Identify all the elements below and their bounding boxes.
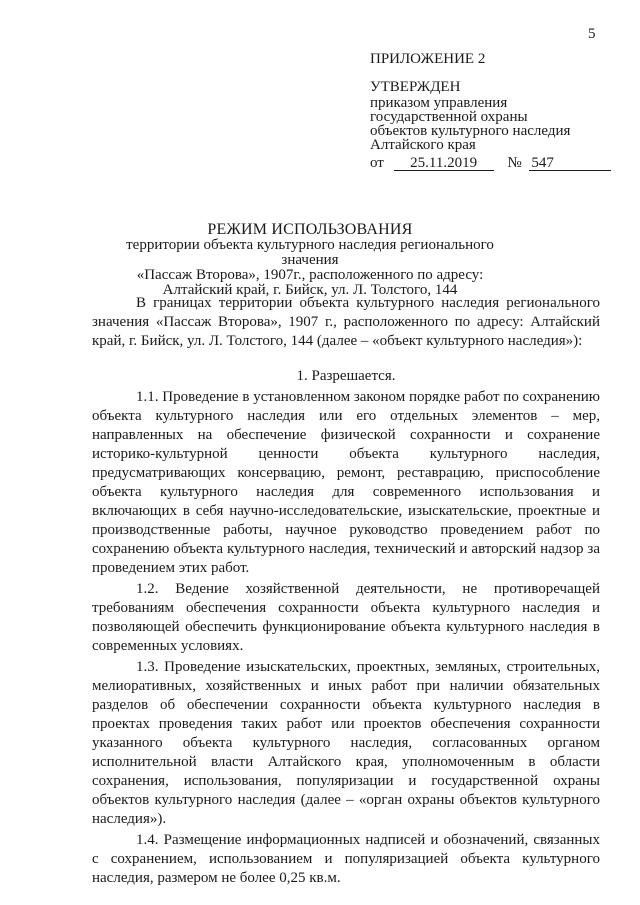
list-item: 1.2. Ведение хозяйственной деятельности, не противоречащей требованиям обеспечения сохранности объекта культурного наследия и позволяющей обеспечить функционирование объекта культурного наследия в современных условиях. xyxy=(92,581,600,654)
document-body xyxy=(92,294,600,888)
order-date-number xyxy=(370,156,620,171)
page-number: 5 xyxy=(588,26,596,42)
title-line: «Пассаж Второва», 1907г., расположенного по адресу: xyxy=(136,267,484,283)
annex-label: ПРИЛОЖЕНИЕ 2 xyxy=(370,51,486,67)
approval-line: государственной охраны xyxy=(370,109,528,125)
main-title: РЕЖИМ ИСПОЛЬЗОВАНИЯ xyxy=(207,221,413,238)
list-item: 1.1. Проведение в установленном законом порядке работ по сохранению объекта культурного наследия или его отдельных элементов – мер, направленных на обеспечение физической сохранности и сохранение историко-культурной ценности объекта культурного наследия, предусматривающих консервацию, ремонт, реставрацию, приспособление объекта культурного наследия для современного использования и включающих в себя научно-исследовательские, изыскательские, проектные и производственные работы, научное руководство проведением работ по сохранению объекта культурного наследия, технический и авторский надзор за проведением этих работ. xyxy=(92,389,600,576)
title-line: территории объекта культурного наследия регионального значения xyxy=(126,237,494,268)
approval-block xyxy=(370,52,620,171)
date-prefix: от xyxy=(370,155,384,171)
document-title xyxy=(100,222,520,298)
approval-line: приказом управления xyxy=(370,95,508,111)
title-line: Алтайский край, г. Бийск, ул. Л. Толстого, 144 xyxy=(162,282,458,298)
approval-line: Алтайского края xyxy=(370,137,476,153)
number-sign: № xyxy=(507,155,522,171)
intro-paragraph: В границах территории объекта культурного наследия регионального значения «Пассаж Второва», 1907 г., расположенного по адресу: Алтайский край, г. Бийск, ул. Л. Толстого, 144 (далее – «объект культурного наследия»): xyxy=(92,295,600,349)
order-number: 547 xyxy=(529,156,611,171)
list-item: 1.3. Проведение изыскательских, проектных, земляных, строительных, мелиоративных, хозяйственных и иных работ при наличии обязательных разделов об обеспечении сохранности объекта культурного наследия в проектах проведения таких работ или проектов обеспечения сохранности указанного объекта культурного наследия, согласованных органом исполнительной власти Алтайского края, уполномоченным в области сохранения, использования, популяризации и государственной охраны объектов культурного наследия (далее – «орган охраны объектов культурного наследия»). xyxy=(92,659,600,827)
list-item: 1.4. Размещение информационных надписей и обозначений, связанных с сохранением, использованием и популяризацией объекта культурного наследия, размером не более 0,25 кв.м. xyxy=(92,832,600,886)
approval-line: объектов культурного наследия xyxy=(370,123,571,139)
approved-label: УТВЕРЖДЕН xyxy=(370,79,461,95)
section-heading: 1. Разрешается. xyxy=(296,368,396,384)
order-date: 25.11.2019 xyxy=(394,156,494,171)
